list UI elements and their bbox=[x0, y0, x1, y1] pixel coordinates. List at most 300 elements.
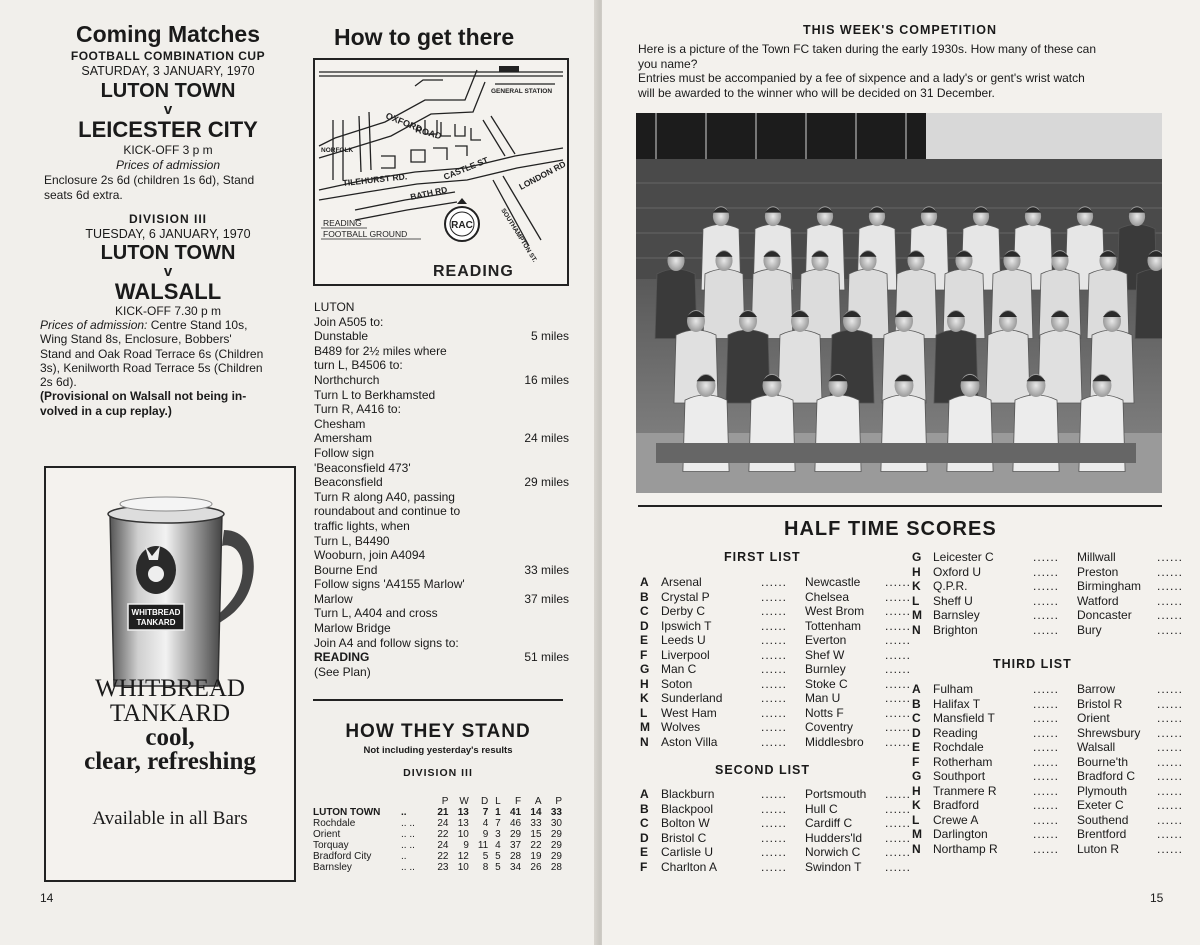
score-dots: ...... bbox=[1157, 827, 1184, 841]
score-dots: ...... bbox=[761, 633, 788, 647]
competition-line: Here is a picture of the Town FC taken during the early 1930s. How many of these can bbox=[638, 42, 1097, 56]
list-item bbox=[912, 711, 1200, 726]
prices2-line: Wing Stand 8s, Enclosure, Bobbers' bbox=[40, 332, 232, 347]
direction-text: Turn R along A40, passing bbox=[314, 489, 455, 504]
direction-text: Turn L to Berkhamsted bbox=[314, 387, 436, 402]
match-letter: F bbox=[912, 754, 920, 769]
direction-step bbox=[314, 358, 569, 373]
home-team: Northamp R bbox=[933, 841, 998, 856]
direction-miles: 24 miles bbox=[524, 431, 569, 446]
home-team: Darlington bbox=[933, 827, 988, 841]
table-cell: 33 bbox=[530, 818, 542, 829]
table-cell: 22 bbox=[530, 840, 542, 851]
table-header-cell: W bbox=[459, 796, 469, 807]
match-letter: B bbox=[912, 696, 921, 711]
away-team: Coventry bbox=[805, 720, 854, 734]
away-team: Cardiff C bbox=[805, 816, 853, 830]
table-cell: 15 bbox=[530, 829, 542, 840]
score-dots: ...... bbox=[761, 575, 788, 589]
table-row bbox=[313, 829, 565, 840]
away2: WALSALL bbox=[114, 279, 222, 304]
list-item bbox=[912, 784, 1200, 799]
direction-text: B489 for 2½ miles where bbox=[314, 343, 447, 358]
home-team: West Ham bbox=[661, 705, 717, 720]
match-letter: L bbox=[912, 593, 920, 608]
table-cell: 4 bbox=[482, 818, 489, 829]
home-team: Aston Villa bbox=[661, 734, 718, 749]
table-header-cell: D bbox=[481, 796, 489, 807]
score-dots: ...... bbox=[1033, 812, 1060, 827]
match-letter: F bbox=[640, 859, 648, 874]
away-team: Millwall bbox=[1077, 550, 1116, 564]
away-team: Walsall bbox=[1077, 740, 1116, 754]
direction-text: Turn L, A404 and cross bbox=[314, 606, 438, 621]
score-dots: ...... bbox=[761, 662, 788, 676]
direction-step bbox=[314, 504, 569, 519]
score-dots: ...... bbox=[1033, 682, 1060, 696]
match-letter: D bbox=[640, 830, 649, 845]
list-item bbox=[912, 565, 1200, 580]
table-cell: 10 bbox=[457, 862, 469, 873]
list-item bbox=[640, 575, 929, 590]
score-dots: ...... bbox=[885, 845, 912, 859]
away-team: Notts F bbox=[805, 705, 844, 720]
score-dots: ...... bbox=[761, 705, 788, 720]
direction-text: Follow signs 'A4155 Marlow' bbox=[314, 577, 465, 592]
direction-text: Dunstable bbox=[314, 329, 369, 344]
away-team: Orient bbox=[1077, 711, 1110, 725]
away-team: West Brom bbox=[805, 604, 865, 618]
score-dots: ...... bbox=[1033, 622, 1060, 637]
home-team: Carlisle U bbox=[661, 845, 714, 859]
direction-miles: 16 miles bbox=[524, 372, 569, 387]
second-list-title: SECOND LIST bbox=[715, 763, 811, 777]
direction-step bbox=[314, 563, 569, 578]
prices2-label: Prices of admission: bbox=[40, 318, 148, 332]
direction-text: Turn L, B4490 bbox=[314, 533, 390, 548]
table-cell: 22 bbox=[437, 851, 449, 862]
score-dots: ...... bbox=[1033, 696, 1060, 711]
competition-title: THIS WEEK'S COMPETITION bbox=[802, 23, 998, 37]
score-dots: ...... bbox=[761, 845, 788, 859]
direction-text: 'Beaconsfield 473' bbox=[314, 460, 411, 475]
direction-step bbox=[314, 431, 569, 446]
direction-text: Wooburn, join A4094 bbox=[314, 548, 426, 563]
direction-text: Follow sign bbox=[314, 445, 375, 460]
brand-line: TANKARD bbox=[109, 700, 231, 727]
direction-step bbox=[314, 577, 569, 592]
direction-text: Join A505 to: bbox=[314, 314, 384, 329]
away-team: Bradford C bbox=[1077, 769, 1136, 783]
team-name: Orient bbox=[313, 829, 341, 840]
table-cell: 13 bbox=[457, 807, 469, 818]
home-team: Brighton bbox=[933, 622, 978, 637]
list-item bbox=[640, 706, 929, 721]
score-dots: ...... bbox=[1157, 783, 1184, 798]
home-team: Blackburn bbox=[661, 787, 715, 801]
home-team: Barnsley bbox=[933, 608, 980, 622]
table-cell: 28 bbox=[550, 862, 562, 873]
table-cell: 12 bbox=[457, 851, 469, 862]
score-dots: ...... bbox=[1157, 740, 1184, 754]
match-letter: D bbox=[640, 618, 649, 633]
direction-step bbox=[314, 534, 569, 549]
score-dots: ...... bbox=[1033, 754, 1060, 769]
team-name: Torquay bbox=[313, 840, 349, 851]
match-letter: H bbox=[912, 783, 921, 798]
direction-text: Turn R, A416 to: bbox=[314, 402, 401, 417]
score-dots: ...... bbox=[761, 734, 788, 749]
rac-badge-icon bbox=[445, 198, 479, 241]
how-they-stand bbox=[313, 720, 563, 780]
table-header-cell: F bbox=[514, 796, 522, 807]
score-dots: ...... bbox=[885, 676, 912, 691]
score-dots: ...... bbox=[761, 604, 788, 618]
list-item bbox=[912, 798, 1200, 813]
table-cell: 29 bbox=[550, 829, 562, 840]
score-dots: ...... bbox=[1157, 593, 1184, 608]
direction-text: Beaconsfield bbox=[314, 475, 383, 490]
home-team: Bradford bbox=[933, 798, 980, 812]
list-item bbox=[640, 860, 929, 875]
score-dots: ...... bbox=[1033, 740, 1060, 754]
score-dots: ...... bbox=[1157, 550, 1184, 564]
away-team: Shef W bbox=[805, 647, 845, 662]
home-team: Wolves bbox=[661, 720, 701, 734]
match-letter: D bbox=[912, 725, 921, 740]
score-dots: ...... bbox=[1033, 550, 1060, 564]
direction-step bbox=[314, 621, 569, 636]
leader-dots: .. .. bbox=[401, 862, 415, 873]
direction-text: traffic lights, when bbox=[314, 518, 410, 533]
table-row bbox=[313, 818, 565, 829]
table-cell: 29 bbox=[509, 829, 522, 840]
away-team: Newcastle bbox=[805, 575, 861, 589]
home-team: Sunderland bbox=[661, 691, 723, 705]
match-letter: A bbox=[640, 575, 649, 589]
map-southampton-label: SOUTHAMPTON ST. bbox=[499, 207, 539, 264]
table-cell: 3 bbox=[495, 829, 501, 840]
table-cell: 21 bbox=[437, 807, 449, 818]
direction-step bbox=[314, 417, 569, 432]
list-item bbox=[640, 831, 929, 846]
prices2 bbox=[40, 318, 296, 418]
away-team: Swindon T bbox=[805, 859, 862, 874]
home-team: Liverpool bbox=[661, 647, 710, 662]
map-title: How to get there bbox=[334, 24, 515, 50]
prices2-line: Stand and Oak Road Terrace 6s (Children bbox=[40, 346, 264, 361]
home-team: Arsenal bbox=[661, 575, 702, 589]
score-dots: ...... bbox=[1157, 682, 1184, 696]
list-item bbox=[640, 787, 929, 802]
direction-text: LUTON bbox=[314, 300, 355, 314]
score-dots: ...... bbox=[1033, 579, 1060, 593]
prices2-line: 3s), Kenilworth Road Terrace 5s (Children bbox=[40, 360, 263, 375]
direction-step bbox=[314, 490, 569, 505]
prices2-first: Centre Stand 10s, bbox=[147, 318, 248, 332]
match-letter: A bbox=[912, 682, 921, 696]
list-item bbox=[640, 619, 929, 634]
table-cell: 23 bbox=[437, 862, 449, 873]
third-list-title: THIRD LIST bbox=[993, 657, 1072, 671]
away-team: Southend bbox=[1077, 812, 1129, 827]
stand-sub: Not including yesterday's results bbox=[363, 745, 513, 756]
second-list bbox=[640, 787, 929, 874]
list-item bbox=[912, 755, 1200, 770]
match-letter: C bbox=[640, 604, 649, 618]
team-name: Barnsley bbox=[313, 862, 352, 873]
home-team: Rotherham bbox=[933, 754, 993, 769]
home-team: Rochdale bbox=[933, 740, 984, 754]
table-cell: 7 bbox=[495, 818, 501, 829]
match-letter: L bbox=[912, 812, 920, 827]
table-cell: 46 bbox=[509, 818, 522, 829]
prices1 bbox=[40, 173, 296, 203]
list-item bbox=[912, 813, 1200, 828]
direction-miles: 29 miles bbox=[524, 475, 569, 490]
kick2: KICK-OFF 7.30 p m bbox=[114, 304, 222, 318]
score-dots: ...... bbox=[885, 575, 912, 589]
score-dots: ...... bbox=[761, 787, 788, 801]
score-dots: ...... bbox=[761, 691, 788, 705]
divider bbox=[313, 699, 563, 701]
list-item bbox=[912, 740, 1200, 755]
home-team: Fulham bbox=[933, 682, 974, 696]
direction-step bbox=[314, 548, 569, 563]
competition-line: Entries must be accompanied by a fee of sixpence and a lady's or gent's wrist watch bbox=[638, 71, 1085, 85]
score-dots: ...... bbox=[885, 633, 912, 647]
prices2-line bbox=[40, 318, 296, 332]
score-dots: ...... bbox=[885, 647, 912, 662]
stand-title: HOW THEY STAND bbox=[345, 721, 531, 742]
score-dots: ...... bbox=[885, 734, 912, 749]
direction-step bbox=[314, 665, 569, 680]
direction-text: Marlow Bridge bbox=[314, 621, 391, 636]
right-page bbox=[602, 0, 1200, 945]
home-team: Halifax T bbox=[933, 696, 981, 711]
away-team: Bourne'th bbox=[1077, 754, 1128, 769]
table-cell: 14 bbox=[530, 807, 542, 818]
leader-dots: .. .. bbox=[401, 840, 415, 851]
direction-miles: 37 miles bbox=[524, 591, 569, 606]
direction-step bbox=[314, 592, 569, 607]
prices1-head: Prices of admission bbox=[115, 158, 221, 172]
match-letter: H bbox=[640, 676, 649, 691]
table-cell: 37 bbox=[509, 840, 522, 851]
map-ground-label: READING bbox=[323, 218, 362, 228]
score-dots: ...... bbox=[885, 705, 912, 720]
match-letter: H bbox=[912, 564, 921, 579]
score-dots: ...... bbox=[1157, 798, 1184, 812]
direction-step bbox=[314, 606, 569, 621]
table-header-cell: P bbox=[441, 796, 449, 807]
home-team: Bolton W bbox=[661, 816, 710, 830]
brand-line: WHITBREAD bbox=[95, 675, 245, 702]
table-cell: 13 bbox=[457, 818, 469, 829]
list-item bbox=[912, 579, 1200, 594]
page-number-left: 14 bbox=[40, 891, 54, 905]
list-item bbox=[640, 802, 929, 817]
direction-step bbox=[314, 344, 569, 359]
list-item bbox=[640, 604, 929, 619]
table-cell: 9 bbox=[482, 829, 489, 840]
home2: LUTON TOWN bbox=[100, 242, 236, 264]
away-team: Bristol R bbox=[1077, 696, 1123, 711]
score-dots: ...... bbox=[1033, 711, 1060, 725]
direction-step bbox=[314, 329, 569, 344]
score-dots: ...... bbox=[761, 589, 788, 604]
map-norfolk-label: NORFOLK bbox=[321, 147, 354, 154]
match-letter: L bbox=[640, 705, 648, 720]
match-letter: E bbox=[912, 740, 921, 754]
match-letter: M bbox=[912, 827, 922, 841]
direction-text: READING bbox=[314, 650, 370, 665]
date1: SATURDAY, 3 JANUARY, 1970 bbox=[81, 64, 255, 78]
score-dots: ...... bbox=[761, 816, 788, 830]
list-item bbox=[912, 697, 1200, 712]
score-dots: ...... bbox=[1157, 564, 1184, 579]
match-letter: G bbox=[640, 662, 650, 676]
prices2-line: 2s 6d). bbox=[40, 375, 77, 390]
home-team: Q.P.R. bbox=[933, 579, 968, 593]
map-box bbox=[313, 58, 569, 286]
team-photo bbox=[636, 113, 1162, 493]
stand-division: DIVISION III bbox=[403, 767, 473, 779]
rac-text: RAC bbox=[451, 220, 473, 231]
match-letter: E bbox=[640, 633, 649, 647]
score-dots: ...... bbox=[885, 787, 912, 801]
away-team: Portsmouth bbox=[805, 787, 867, 801]
home-team: Man C bbox=[661, 662, 697, 676]
table-cell: 41 bbox=[509, 807, 522, 818]
score-dots: ...... bbox=[761, 859, 788, 874]
coming-title: Coming Matches bbox=[75, 21, 261, 47]
list-item bbox=[912, 682, 1200, 697]
coming-matches bbox=[40, 20, 296, 418]
match-letter: G bbox=[912, 550, 922, 564]
provisional-line: (Provisional on Walsall not being in- bbox=[40, 389, 247, 404]
list-item bbox=[640, 816, 929, 831]
table-header bbox=[313, 796, 565, 807]
score-dots: ...... bbox=[1033, 798, 1060, 812]
map-road-label: ROAD bbox=[414, 124, 443, 142]
score-dots: ...... bbox=[1157, 754, 1184, 769]
away-team: Norwich C bbox=[805, 845, 861, 859]
map-icon bbox=[315, 60, 567, 284]
table-cell: 11 bbox=[477, 840, 489, 851]
match-letter: C bbox=[912, 711, 921, 725]
direction-text: turn L, B4506 to: bbox=[314, 358, 403, 373]
list-item bbox=[640, 633, 929, 648]
home-team: Sheff U bbox=[933, 593, 973, 608]
list-item bbox=[912, 769, 1200, 784]
home-team: Mansfield T bbox=[933, 711, 995, 725]
away-team: Shrewsbury bbox=[1077, 725, 1141, 740]
slogan bbox=[46, 726, 294, 774]
direction-text: Northchurch bbox=[314, 372, 380, 387]
table-cell: 5 bbox=[495, 851, 501, 862]
score-dots: ...... bbox=[885, 662, 912, 676]
score-dots: ...... bbox=[1033, 769, 1060, 783]
away-team: Barrow bbox=[1077, 682, 1116, 696]
away-team: Preston bbox=[1077, 564, 1119, 579]
direction-text: Join A4 and follow signs to: bbox=[314, 635, 459, 650]
score-dots: ...... bbox=[761, 830, 788, 845]
score-dots: ...... bbox=[885, 618, 912, 633]
table-cell: 5 bbox=[482, 851, 489, 862]
third-list bbox=[912, 682, 1200, 856]
competition-line: you name? bbox=[638, 56, 698, 71]
home-team: Soton bbox=[661, 676, 693, 691]
away-team: Birmingham bbox=[1077, 579, 1142, 593]
table-cell: 8 bbox=[482, 862, 489, 873]
table-cell: 30 bbox=[550, 818, 562, 829]
score-dots: ...... bbox=[885, 691, 912, 705]
list-item bbox=[640, 648, 929, 663]
away-team: Doncaster bbox=[1077, 608, 1132, 622]
comp2: DIVISION III bbox=[128, 212, 207, 226]
score-dots: ...... bbox=[885, 720, 912, 734]
first-list bbox=[640, 575, 929, 749]
away-team: Chelsea bbox=[805, 589, 850, 604]
home1: LUTON TOWN bbox=[100, 80, 236, 102]
table-cell: 19 bbox=[530, 851, 542, 862]
table-cell: 24 bbox=[437, 818, 449, 829]
date2: TUESDAY, 6 JANUARY, 1970 bbox=[85, 227, 251, 241]
list-item bbox=[912, 842, 1200, 857]
table-row bbox=[313, 807, 565, 818]
match-letter: K bbox=[912, 798, 921, 812]
leader-dots: .. .. bbox=[401, 818, 415, 829]
score-dots: ...... bbox=[1157, 711, 1184, 725]
table-cell: 10 bbox=[457, 829, 469, 840]
score-dots: ...... bbox=[1157, 812, 1184, 827]
match-letter: N bbox=[640, 734, 649, 749]
score-dots: ...... bbox=[1157, 696, 1184, 711]
match-letter: B bbox=[640, 589, 649, 604]
score-dots: ...... bbox=[885, 801, 912, 816]
match-letter: B bbox=[640, 801, 649, 816]
list-item bbox=[640, 691, 929, 706]
home-team: Ipswich T bbox=[661, 618, 712, 633]
home-team: Reading bbox=[933, 725, 978, 740]
table-cell: 28 bbox=[509, 851, 522, 862]
score-dots: ...... bbox=[1033, 725, 1060, 740]
prices1-line: Enclosure 2s 6d (children 1s 6d), Stand bbox=[44, 173, 255, 187]
competition-line: will be awarded to the winner who will be decided on 31 December. bbox=[638, 85, 995, 100]
away-team: Man U bbox=[805, 691, 841, 705]
first-list-title: FIRST LIST bbox=[724, 550, 801, 564]
away1: LEICESTER CITY bbox=[78, 117, 258, 142]
list-item bbox=[912, 550, 1200, 565]
match-letter: C bbox=[640, 816, 649, 830]
home-team: Leicester C bbox=[933, 550, 994, 564]
match-letter: E bbox=[640, 845, 649, 859]
list-item bbox=[912, 827, 1200, 842]
direction-step bbox=[314, 300, 569, 315]
direction-miles: 5 miles bbox=[530, 329, 569, 344]
page-number-right: 15 bbox=[1150, 891, 1164, 905]
leader-dots: .. bbox=[401, 851, 407, 862]
home-team: Crystal P bbox=[661, 589, 710, 604]
away-team: Tottenham bbox=[805, 618, 862, 633]
left-page bbox=[0, 0, 598, 945]
match-letter: M bbox=[640, 720, 650, 734]
prices1-line: seats 6d extra. bbox=[44, 188, 123, 202]
score-dots: ...... bbox=[1157, 579, 1184, 593]
team-name: Bradford City bbox=[313, 851, 372, 862]
direction-step bbox=[314, 373, 569, 388]
